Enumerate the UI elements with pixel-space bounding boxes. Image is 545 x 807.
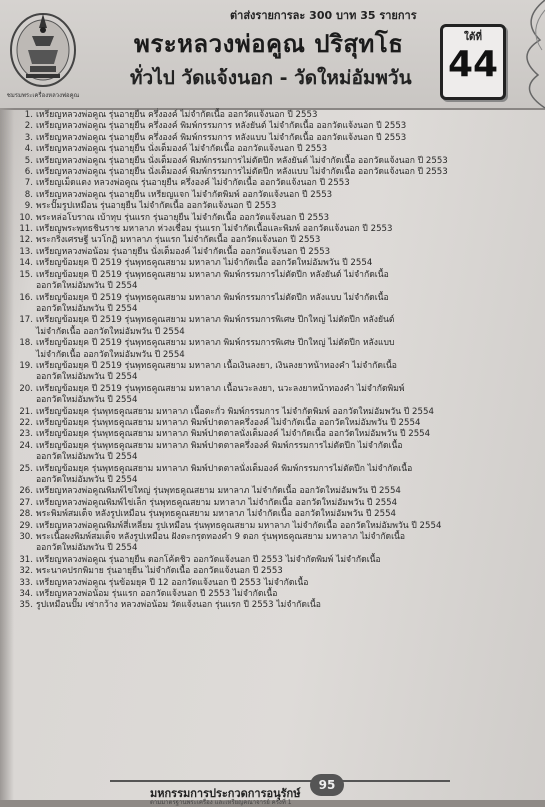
item-number: 10. [19, 212, 33, 223]
item-text: เหรียญข้อมยุค รุ่นพุทธคูณสยาม มหาลาภ พิมพ์ปาดตาลครึ่งองค์ พิมพ์กรรมการไม่ตัดปีก ไม่จำกัดเนื้อ [36, 440, 403, 451]
page-gutter [0, 108, 14, 800]
item-number: 17. [19, 315, 33, 326]
item-text-continued: ออกวัดใหม่อัมพวัน ปี 2554 [36, 543, 138, 554]
corner-ornament-icon [510, 0, 545, 108]
list-item [16, 578, 536, 589]
item-text: พระนาคปรกพิมาย รุ่นอายุยืน ไม่จำกัดเนื้อ ออกวัดแจ้งนอก ปี 2553 [36, 566, 283, 577]
item-text: เหรียญหลวงพ่อคูณ รุ่นอายุยืน ครึ่งองค์ พิมพ์กรรมการ หลังแบบ ไม่จำกัดเนื้อ ออกวัดแจ้งนอก ปี 2553 [36, 132, 407, 143]
item-number: 1. [24, 110, 33, 120]
item-text-continued: ไม่จำกัดเนื้อ ออกวัดใหม่อัมพวัน ปี 2554 [36, 349, 185, 360]
item-text: เหรียญหลวงพ่อน้อม รุ่นอายุยืน นั่งเต็มองค์ ไม่จำกัดเนื้อ ออกวัดแจ้งนอก ปี 2553 [36, 246, 331, 257]
item-number: 21. [19, 406, 33, 417]
footer-rule [110, 780, 450, 782]
list-item [16, 258, 536, 269]
list-item [16, 110, 536, 121]
item-number: 20. [19, 383, 33, 394]
item-text: รูปเหมือนปั๊ม เซ่ากว้าง หลวงพ่อน้อม วัดแจ้งนอก รุ่นแรก ปี 2553 ไม่จำกัดเนื้อ [36, 600, 321, 611]
list-item [16, 532, 536, 555]
list-item [16, 247, 536, 258]
item-text: เหรียญหลวงพ่อคูณพิมพ์สี่เหลี่ยม รูปเหมือน รุ่นพุทธคูณสยาม มหาลาภ ไม่จำกัดเนื้อ ออกวัดใหม่อัมพวัน ปี 2554 [36, 520, 442, 531]
item-text: พระปั๊มรูปเหมือน รุ่นอายุยืน ไม่จำกัดเนื้อ ออกวัดแจ้งนอก ปี 2553 [36, 201, 277, 212]
list-item [16, 600, 536, 611]
page-footer [110, 770, 450, 806]
item-number: 18. [19, 338, 33, 349]
item-text-continued: ออกวัดใหม่อัมพวัน ปี 2554 [36, 475, 138, 485]
item-number: 33. [19, 577, 33, 588]
item-number: 31. [19, 554, 33, 565]
temple-emblem-icon [8, 6, 78, 88]
item-text: เหรียญข้อมยุค รุ่นพุทธคูณสยาม มหาลาภ เนื้อตะกั่ว พิมพ์กรรมการ ไม่จำกัดพิมพ์ ออกวัดใหม่อัมพวัน ปี 2554 [36, 406, 434, 417]
item-text-continued: ออกวัดใหม่อัมพวัน ปี 2554 [36, 452, 138, 463]
item-text: เหรียญหลวงพ่อคูณ รุ่นอายุยืน เหรียญแจก ไม่จำกัดพิมพ์ ออกวัดแจ้งนอก ปี 2553 [36, 189, 333, 200]
list-item [16, 384, 536, 407]
list-item [16, 464, 536, 487]
list-item [16, 270, 536, 293]
list-item [16, 144, 536, 155]
item-text-continued: ไม่จำกัดเนื้อ ออกวัดใหม่อัมพวัน ปี 2554 [36, 326, 185, 337]
item-number: 3. [24, 132, 33, 143]
item-number: 26. [19, 486, 33, 497]
footer-subtitle: ตามมาตรฐานพระเครื่อง และเหรียญคณาจารย์ ครั้งที่ 1 [150, 799, 292, 806]
item-text: เหรียญข้อมยุค ปี 2519 รุ่นพุทธคูณสยาม มหาลาภ เนื้อเงินลงยา, เงินลงยาหน้าทองคำ ไม่จำกัดเนื้อ [36, 360, 397, 371]
item-number: 6. [24, 167, 33, 178]
list-item [16, 429, 536, 440]
item-number: 15. [19, 269, 33, 280]
item-text: เหรียญข้อมยุค ปี 2519 รุ่นพุทธคูณสยาม มหาลาภ พิมพ์กรรมการพิเศษ ปีกใหญ่ ไม่ตัดปีก หลังแบบ [36, 338, 395, 349]
list-item [16, 293, 536, 316]
page-number: 95 [310, 774, 344, 796]
item-text: เหรียญหลวงพ่อคูณ รุ่นอายุยืน นั่งเต็มองค์ ไม่จำกัดเนื้อ ออกวัดแจ้งนอก ปี 2553 [36, 144, 328, 155]
list-item [16, 555, 536, 566]
item-text: เหรียญข้อมยุค รุ่นพุทธคูณสยาม มหาลาภ พิมพ์ปาดตาลนั่งเต็มองค์ พิมพ์กรรมการไม่ตัดปีก ไม่จำกัดเนื้อ [36, 463, 413, 474]
list-item [16, 566, 536, 577]
item-text: พระกริ่งเศรษฐี นวโกฏิ มหาลาภ รุ่นแรก ไม่จำกัดเนื้อ ออกวัดแจ้งนอก ปี 2553 [36, 235, 321, 246]
item-text-continued: ออกวัดใหม่อัมพวัน ปี 2554 [36, 372, 138, 383]
item-text: พระหล่อโบราณ เบ้าทุบ รุ่นแรก รุ่นอายุยืน ไม่จำกัดเนื้อ ออกวัดแจ้งนอก ปี 2553 [36, 212, 330, 223]
price-line: ต่าส่งรายการละ 300 บาท 35 รายการ [230, 9, 417, 22]
item-number: 35. [19, 600, 33, 611]
list-item [16, 486, 536, 497]
item-text: เหรียญข้อมยุค ปี 2519 รุ่นพุทธคูณสยาม มหาลาภ พิมพ์กรรมการพิเศษ ปีกใหญ่ ไม่ตัดปีก หลังยันต์ [36, 315, 395, 326]
item-number: 2. [24, 121, 33, 132]
item-number: 8. [24, 189, 33, 200]
item-text: พระเนื้อผงพิมพ์สมเด็จ หลังรูปเหมือน ฝังตะกรุดทองคำ 9 ดอก รุ่นพุทธคูณสยาม มหาลาภ ไม่จำกัดเนื้อ [36, 532, 406, 543]
item-number: 11. [19, 224, 33, 235]
item-number: 5. [24, 155, 33, 166]
item-text: เหรียญเม็ดแตง หลวงพ่อคูณ รุ่นอายุยืน ครึ่งองค์ ไม่จำกัดเนื้อ ออกวัดแจ้งนอก ปี 2553 [36, 178, 350, 189]
item-text: เหรียญหลวงพ่อคูณพิมพ์ไข่เล็ก รุ่นพุทธคูณสยาม มหาลาภ ไม่จำกัดเนื้อ ออกวัดใหม่อัมพวัน ปี 2554 [36, 497, 398, 508]
item-text: เหรียญหลวงพ่อคูณ รุ่นอายุยืน นั่งเต็มองค์ พิมพ์กรรมการไม่ตัดปีก หลังยันต์ ไม่จำกัดเนื้อ ออกวัดแจ้งนอก ปี 2553 [36, 155, 448, 166]
list-item [16, 190, 536, 201]
item-text: เหรียญหลวงพ่อคูณ รุ่นข้อมยุค ปี 12 ออกวัดแจ้งนอก ปี 2553 ไม่จำกัดเนื้อ [36, 577, 309, 588]
item-number: 12. [19, 235, 33, 246]
item-number: 24. [19, 440, 33, 451]
item-text-continued: ออกวัดใหม่อัมพวัน ปี 2554 [36, 303, 138, 314]
item-text: เหรียญพระพุทธชินราช มหาลาภ ห่วงเชื่อม รุ่นแรก ไม่จำกัดเนื้อและพิมพ์ ออกวัดแจ้งนอก ปี 2553 [36, 224, 393, 235]
item-number: 32. [19, 566, 33, 577]
item-number: 4. [24, 144, 33, 155]
item-text: เหรียญหลวงพ่อคูณ รุ่นอายุยืน นั่งเต็มองค์ พิมพ์กรรมการไม่ตัดปีก หลังแบบ ไม่จำกัดเนื้อ ออกวัดแจ้งนอก ปี 2553 [36, 167, 448, 178]
list-item [16, 133, 536, 144]
item-text: เหรียญหลวงพ่อน้อม รุ่นแรก ออกวัดแจ้งนอก ปี 2553 ไม่จำกัดเนื้อ [36, 589, 278, 600]
emblem-caption: ชมรมพระเครื่องหลวงพ่อคูณ [6, 92, 80, 99]
list-item [16, 441, 536, 464]
item-text: พระพิมพ์สมเด็จ หลังรูปเหมือน รุ่นพุทธคูณสยาม มหาลาภ ไม่จำกัดเนื้อ ออกวัดใหม่อัมพวัน ปี 2554 [36, 509, 397, 520]
item-number: 34. [19, 589, 33, 600]
list-item [16, 589, 536, 600]
issue-number: 44 [447, 44, 499, 85]
list-item [16, 407, 536, 418]
list-item [16, 213, 536, 224]
list-item [16, 315, 536, 338]
amulet-list [16, 110, 536, 612]
issue-badge [440, 24, 506, 100]
list-item [16, 418, 536, 429]
item-text-continued: ออกวัดใหม่อัมพวัน ปี 2554 [36, 281, 138, 292]
item-text: เหรียญหลวงพ่อคูณ รุ่นอายุยืน ครึ่งองค์ พิมพ์กรรมการ หลังยันต์ ไม่จำกัดเนื้อ ออกวัดแจ้งนอก ปี 2553 [36, 121, 407, 132]
item-text: เหรียญหลวงพ่อคูณ รุ่นอายุยืน ครึ่งองค์ ไม่จำกัดเนื้อ ออกวัดแจ้งนอก ปี 2553 [36, 110, 318, 120]
page-subtitle: ทั่วไป วัดแจ้งนอก - วัดใหม่อัมพวัน [130, 67, 412, 89]
item-number: 23. [19, 429, 33, 440]
item-number: 19. [19, 360, 33, 371]
item-text: เหรียญข้อมยุค รุ่นพุทธคูณสยาม มหาลาภ พิมพ์ปาดตาลครึ่งองค์ ไม่จำกัดเนื้อ ออกวัดใหม่อัมพวัน ปี 2554 [36, 417, 421, 428]
list-item [16, 178, 536, 189]
item-number: 25. [19, 463, 33, 474]
item-number: 28. [19, 509, 33, 520]
page-header [0, 0, 545, 110]
item-number: 29. [19, 520, 33, 531]
issue-label: ใต้ที่ [464, 32, 482, 43]
footer-title: มหกรรมการประกวดการอนุรักษ์ [150, 787, 301, 800]
item-number: 27. [19, 497, 33, 508]
list-item [16, 201, 536, 212]
item-number: 22. [19, 417, 33, 428]
list-item [16, 498, 536, 509]
list-item [16, 509, 536, 520]
item-text: เหรียญข้อมยุค ปี 2519 รุ่นพุทธคูณสยาม มหาลาภ พิมพ์กรรมการไม่ตัดปีก หลังแบบ ไม่จำกัดเนื้อ [36, 292, 389, 303]
item-text-continued: ออกวัดใหม่อัมพวัน ปี 2554 [36, 395, 138, 406]
list-item [16, 338, 536, 361]
list-item [16, 156, 536, 167]
item-text: เหรียญหลวงพ่อคูณ รุ่นอายุยืน ดอกโค้ดชิว ออกวัดแจ้งนอก ปี 2553 ไม่จำกัดพิมพ์ ไม่จำกัดเนื้อ [36, 554, 381, 565]
list-item [16, 167, 536, 178]
item-text: เหรียญข้อมยุค ปี 2519 รุ่นพุทธคูณสยาม มหาลาภ เนื้อนวะลงยา, นวะลงยาหน้าทองคำ ไม่จำกัดพิมพ์ [36, 383, 405, 394]
item-number: 9. [24, 201, 33, 212]
item-number: 7. [24, 178, 33, 189]
list-item [16, 235, 536, 246]
item-text: เหรียญข้อมยุค รุ่นพุทธคูณสยาม มหาลาภ พิมพ์ปาดตาลนั่งเต็มองค์ ไม่จำกัดเนื้อ ออกวัดใหม่อัมพวัน ปี 2554 [36, 429, 431, 440]
item-number: 16. [19, 292, 33, 303]
list-item [16, 361, 536, 384]
item-number: 13. [19, 246, 33, 257]
list-item [16, 521, 536, 532]
item-text: เหรียญหลวงพ่อคูณพิมพ์ไข่ใหญ่ รุ่นพุทธคูณสยาม มหาลาภ ไม่จำกัดเนื้อ ออกวัดใหม่อัมพวัน ปี 2554 [36, 486, 401, 497]
item-number: 30. [19, 532, 33, 543]
list-item [16, 121, 536, 132]
item-text: เหรียญข้อมยุค ปี 2519 รุ่นพุทธคูณสยาม มหาลาภ ไม่จำกัดเนื้อ ออกวัดใหม่อัมพวัน ปี 2554 [36, 258, 373, 269]
item-number: 14. [19, 258, 33, 269]
item-text: เหรียญข้อมยุค ปี 2519 รุ่นพุทธคูณสยาม มหาลาภ พิมพ์กรรมการไม่ตัดปีก หลังยันต์ ไม่จำกัดเนื้อ [36, 269, 389, 280]
page-title: พระหลวงพ่อคูณ ปริสุทโธ [134, 30, 404, 58]
list-item [16, 224, 536, 235]
